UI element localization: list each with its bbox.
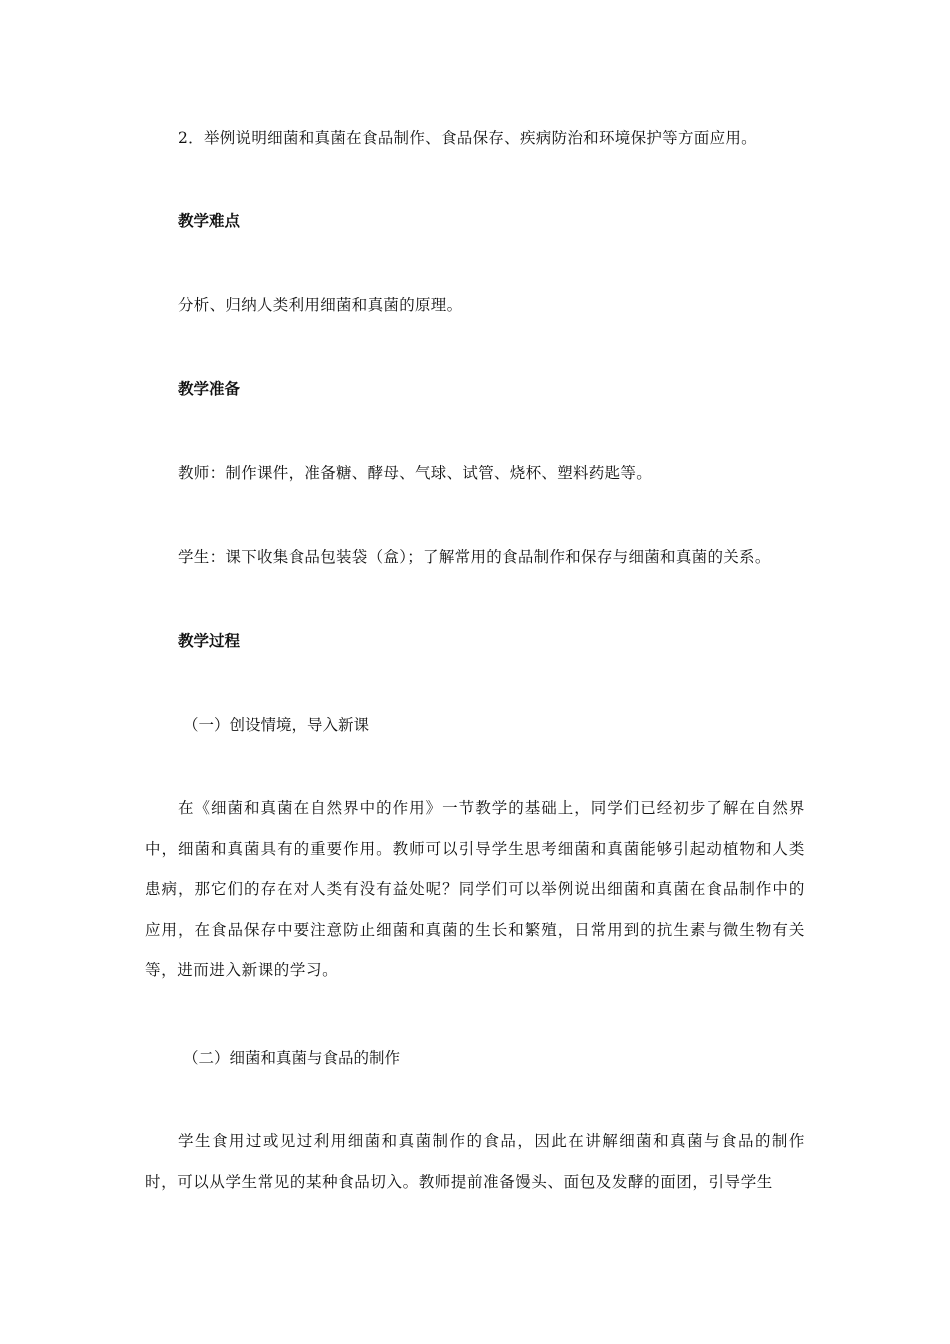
section-2-title: （二）细菌和真菌与食品的制作	[183, 1049, 401, 1067]
objective-item-2: 2．举例说明细菌和真菌在食品制作、食品保存、疾病防治和环境保护等方面应用。	[178, 129, 757, 147]
student-preparation: 学生：课下收集食品包装袋（盒）；了解常用的食品制作和保存与细菌和真菌的关系。	[178, 548, 771, 566]
teacher-preparation: 教师：制作课件，准备糖、酵母、气球、试管、烧杯、塑料药匙等。	[178, 464, 653, 482]
difficulty-heading: 教学难点	[178, 212, 241, 230]
section-2-paragraph: 学生食用过或见过利用细菌和真菌制作的食品，因此在讲解细菌和真菌与食品的制作时，可以从学生常见的某种食品切入。教师提前准备馒头、面包及发酵的面团，引导学生	[145, 1132, 805, 1191]
difficulty-text: 分析、归纳人类利用细菌和真菌的原理。	[178, 296, 463, 314]
section-1-title: （一）创设情境，导入新课	[183, 716, 370, 734]
section-1-paragraph: 在《细菌和真菌在自然界中的作用》一节教学的基础上，同学们已经初步了解在自然界中，细菌和真菌具有的重要作用。教师可以引导学生思考细菌和真菌能够引起动植物和人类患病，那它们的存在对人类有没有益处呢？同学们可以举例说出细菌和真菌在食品制作中的应用，在食品保存中要注意防止细菌和真菌的生长和繁殖，日常用到的抗生素与微生物有关等，进而进入新课的学习。	[145, 799, 805, 979]
process-heading: 教学过程	[178, 632, 241, 650]
preparation-heading: 教学准备	[178, 380, 241, 398]
